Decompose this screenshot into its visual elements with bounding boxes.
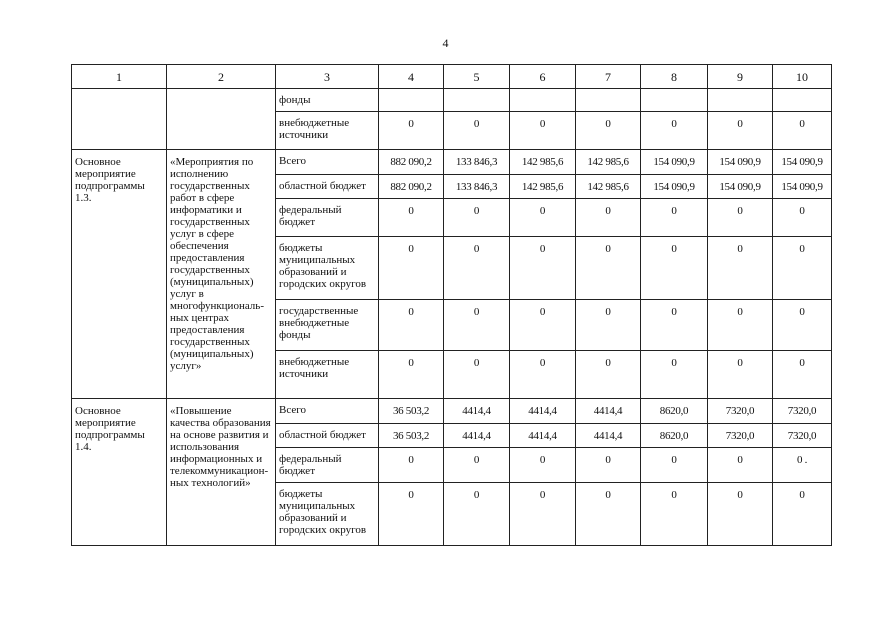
page-number: 4 (442, 36, 449, 50)
value-cell: 8620,0 (641, 399, 708, 424)
table-row (72, 399, 832, 424)
value-cell: 154 090,9 (641, 175, 708, 199)
value-cell: 0 (510, 112, 576, 150)
value-cell: 0 (379, 199, 444, 237)
value-cell: 0 (379, 237, 444, 300)
value-cell: 8620,0 (641, 424, 708, 448)
value-cell: 0 (510, 300, 576, 351)
value-cell: 4414,4 (444, 399, 510, 424)
value-cell: 0 (773, 483, 832, 546)
funding-source-cell: Всего (276, 150, 379, 175)
value-cell: 0 (708, 199, 773, 237)
header-cell: 1 (72, 65, 167, 89)
funding-source-cell: областной бюджет (276, 175, 379, 199)
value-cell: 154 090,9 (641, 150, 708, 175)
value-cell: 4414,4 (510, 424, 576, 448)
value-cell: 882 090,2 (379, 175, 444, 199)
value-cell: 36 503,2 (379, 399, 444, 424)
value-cell: 0 (576, 448, 641, 483)
header-cell: 2 (167, 65, 276, 89)
event-description-cell (167, 89, 276, 150)
value-cell: 0 (576, 300, 641, 351)
value-cell: 0 (708, 448, 773, 483)
funding-source-cell: федеральный бюджет (276, 448, 379, 483)
table-row (72, 89, 832, 112)
value-cell: 0 (773, 237, 832, 300)
funding-source-cell: бюджеты муниципальных образований и городских округов (276, 237, 379, 300)
value-cell: 0 . (773, 448, 832, 483)
value-cell: 133 846,3 (444, 175, 510, 199)
value-cell: 0 (773, 351, 832, 399)
value-cell: 0 (444, 483, 510, 546)
value-cell: 0 (444, 300, 510, 351)
value-cell: 154 090,9 (773, 150, 832, 175)
header-cell: 3 (276, 65, 379, 89)
value-cell: 0 (510, 237, 576, 300)
value-cell: 0 (444, 448, 510, 483)
funding-source-cell: государственные внебюджетные фонды (276, 300, 379, 351)
funding-source-cell: Всего (276, 399, 379, 424)
header-cell: 5 (444, 65, 510, 89)
value-cell: 0 (444, 199, 510, 237)
value-cell: 4414,4 (444, 424, 510, 448)
value-cell: 0 (510, 483, 576, 546)
value-cell (444, 89, 510, 112)
value-cell: 4414,4 (510, 399, 576, 424)
event-name-cell (72, 89, 167, 150)
funding-source-cell: бюджеты муниципальных образований и городских округов (276, 483, 379, 546)
value-cell: 142 985,6 (576, 175, 641, 199)
value-cell: 0 (641, 351, 708, 399)
value-cell: 7320,0 (773, 399, 832, 424)
value-cell: 0 (510, 351, 576, 399)
value-cell: 154 090,9 (773, 175, 832, 199)
value-cell: 0 (379, 300, 444, 351)
value-cell: 4414,4 (576, 399, 641, 424)
value-cell: 0 (576, 351, 641, 399)
value-cell: 0 (708, 237, 773, 300)
value-cell: 882 090,2 (379, 150, 444, 175)
value-cell (510, 89, 576, 112)
event-description-cell: «Повышение качества образования на основе развития и использования информационных и телекоммуникацион-ных технологий» (167, 399, 276, 546)
value-cell: 0 (444, 351, 510, 399)
value-cell: 142 985,6 (576, 150, 641, 175)
header-cell: 9 (708, 65, 773, 89)
table-row (72, 150, 832, 175)
budget-table (71, 64, 832, 546)
value-cell: 7320,0 (708, 424, 773, 448)
value-cell: 142 985,6 (510, 150, 576, 175)
value-cell: 133 846,3 (444, 150, 510, 175)
value-cell: 0 (576, 199, 641, 237)
header-cell: 4 (379, 65, 444, 89)
value-cell: 0 (510, 448, 576, 483)
value-cell: 0 (773, 112, 832, 150)
value-cell: 0 (444, 237, 510, 300)
value-cell: 142 985,6 (510, 175, 576, 199)
header-cell: 8 (641, 65, 708, 89)
value-cell (379, 89, 444, 112)
value-cell: 154 090,9 (708, 150, 773, 175)
value-cell: 0 (708, 351, 773, 399)
value-cell: 0 (641, 112, 708, 150)
value-cell: 0 (576, 237, 641, 300)
value-cell: 0 (773, 199, 832, 237)
value-cell: 4414,4 (576, 424, 641, 448)
funding-source-cell: внебюджетные источники (276, 112, 379, 150)
value-cell: 0 (708, 300, 773, 351)
funding-source-cell: федеральный бюджет (276, 199, 379, 237)
value-cell: 0 (708, 483, 773, 546)
funding-source-cell: фонды (276, 89, 379, 112)
value-cell (773, 89, 832, 112)
value-cell: 7320,0 (773, 424, 832, 448)
value-cell (576, 89, 641, 112)
value-cell: 0 (641, 483, 708, 546)
value-cell (641, 89, 708, 112)
value-cell: 0 (379, 448, 444, 483)
value-cell: 0 (576, 112, 641, 150)
header-row (72, 65, 832, 89)
value-cell: 0 (773, 300, 832, 351)
value-cell: 7320,0 (708, 399, 773, 424)
header-cell: 6 (510, 65, 576, 89)
value-cell: 0 (379, 483, 444, 546)
event-description-cell: «Мероприятия по исполнению государственных работ в сфере информатики и государственных услуг в сфере обеспечения предоставления государственных (муниципальных) услуг в многофункциональ-ных центрах предоставления государственных (муниципальных) услуг» (167, 150, 276, 399)
value-cell: 0 (641, 199, 708, 237)
value-cell: 0 (379, 351, 444, 399)
event-name-cell: Основное мероприятие подпрограммы 1.3. (72, 150, 167, 399)
value-cell: 0 (708, 112, 773, 150)
header-cell: 7 (576, 65, 641, 89)
event-name-cell: Основное мероприятие подпрограммы 1.4. (72, 399, 167, 546)
value-cell: 0 (379, 112, 444, 150)
value-cell (708, 89, 773, 112)
value-cell: 0 (641, 448, 708, 483)
value-cell: 0 (641, 300, 708, 351)
value-cell: 0 (576, 483, 641, 546)
header-cell: 10 (773, 65, 832, 89)
value-cell: 154 090,9 (708, 175, 773, 199)
funding-source-cell: внебюджетные источники (276, 351, 379, 399)
value-cell: 0 (641, 237, 708, 300)
value-cell: 0 (444, 112, 510, 150)
value-cell: 0 (510, 199, 576, 237)
funding-source-cell: областной бюджет (276, 424, 379, 448)
value-cell: 36 503,2 (379, 424, 444, 448)
